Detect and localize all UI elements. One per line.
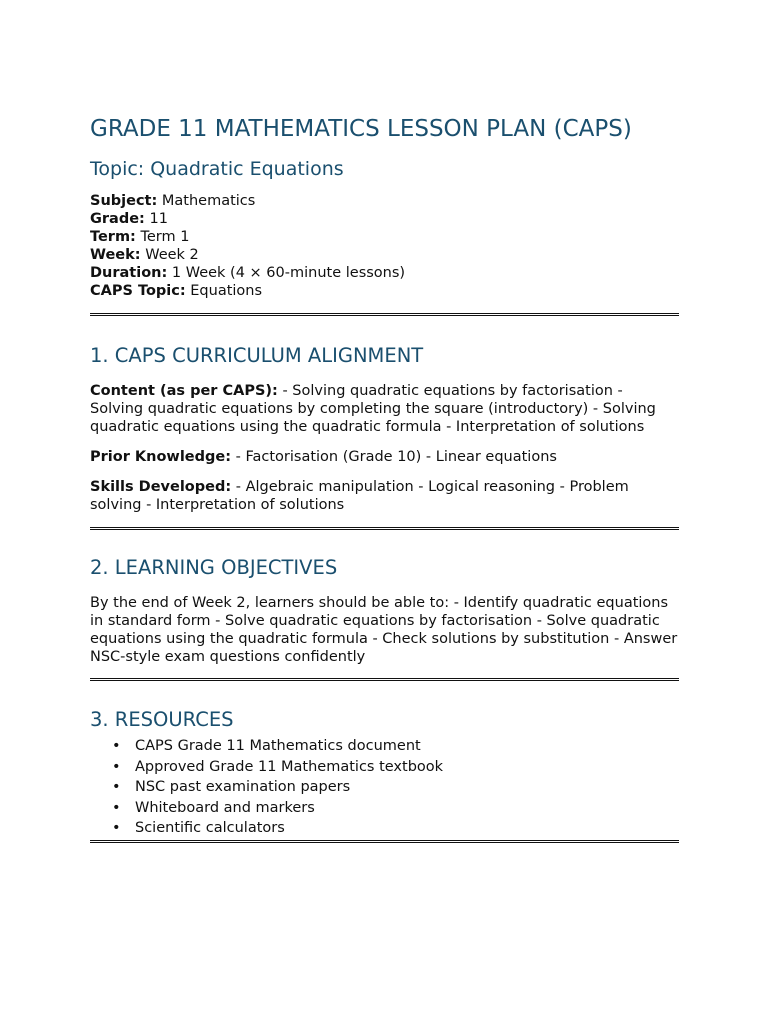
divider [90,313,679,316]
prior-knowledge-text: - Factorisation (Grade 10) - Linear equations [235,449,557,465]
prior-knowledge-paragraph [90,448,679,466]
topic-heading: Topic: Quadratic Equations [90,158,344,180]
meta-value: Week 2 [145,247,199,263]
list-item [112,798,679,819]
list-item-text: Approved Grade 11 Mathematics textbook [135,758,444,775]
resources-list [90,736,679,839]
content-paragraph [90,382,679,436]
lesson-plan-document [90,114,679,843]
skills-paragraph [90,478,679,514]
meta-grade [90,210,679,228]
objectives-paragraph: By the end of Week 2, learners should be able to: - Identify quadratic equations in standard form - Solve quadratic equations by factorisation - Solve quadratic equations using the quadratic formula - Check solutions by substitution - Answer NSC-style exam questions confidently [90,595,678,665]
divider [90,527,679,530]
list-item-text: NSC past examination papers [135,779,351,795]
meta-value: 1 Week (4 × 60-minute lessons) [171,265,406,281]
list-item-text: CAPS Grade 11 Mathematics document [135,738,421,754]
bullet-icon: • [112,799,121,816]
meta-label: Week: [90,247,141,263]
meta-label: Duration: [90,265,168,281]
bullet-icon: • [112,738,121,754]
meta-subject [90,192,679,210]
section-heading-resources: 3. RESOURCES [90,708,234,731]
bullet-icon: • [112,779,121,795]
content-label: Content (as per CAPS): [90,383,278,399]
skills-label: Skills Developed: [90,479,232,495]
meta-term [90,228,679,246]
lesson-metadata [90,192,679,300]
meta-value: Term 1 [140,229,190,245]
prior-knowledge-label: Prior Knowledge: [90,449,232,465]
meta-label: Subject: [90,193,158,209]
list-item [112,757,679,778]
meta-value: 11 [149,211,168,227]
document-title: GRADE 11 MATHEMATICS LESSON PLAN (CAPS) [90,116,632,142]
section-heading-learning-objectives: 2. LEARNING OBJECTIVES [90,556,338,579]
meta-label: Term: [90,229,136,245]
list-item-text: Scientific calculators [135,820,285,836]
skills-text: - Algebraic manipulation - Logical reasoning - Problem solving - Interpretation of solutions [90,479,629,513]
list-item [112,818,679,839]
meta-duration [90,264,679,282]
meta-week [90,246,679,264]
bullet-icon: • [112,820,121,836]
meta-value: Mathematics [161,193,256,209]
list-item [112,777,679,798]
section-heading-curriculum-alignment: 1. CAPS CURRICULUM ALIGNMENT [90,344,424,367]
meta-caps-topic [90,282,679,300]
content-text: - Solving quadratic equations by factorisation - Solving quadratic equations by completing the square (introductory) - Solving quadratic equations using the quadratic formula - Interpretation of solutions [90,383,656,435]
list-item [112,736,679,757]
divider [90,678,679,681]
meta-label: CAPS Topic: [90,283,186,299]
divider [90,840,679,843]
meta-label: Grade: [90,211,145,227]
bullet-icon: • [112,758,121,775]
meta-value: Equations [190,283,263,299]
list-item-text: Whiteboard and markers [135,799,315,816]
